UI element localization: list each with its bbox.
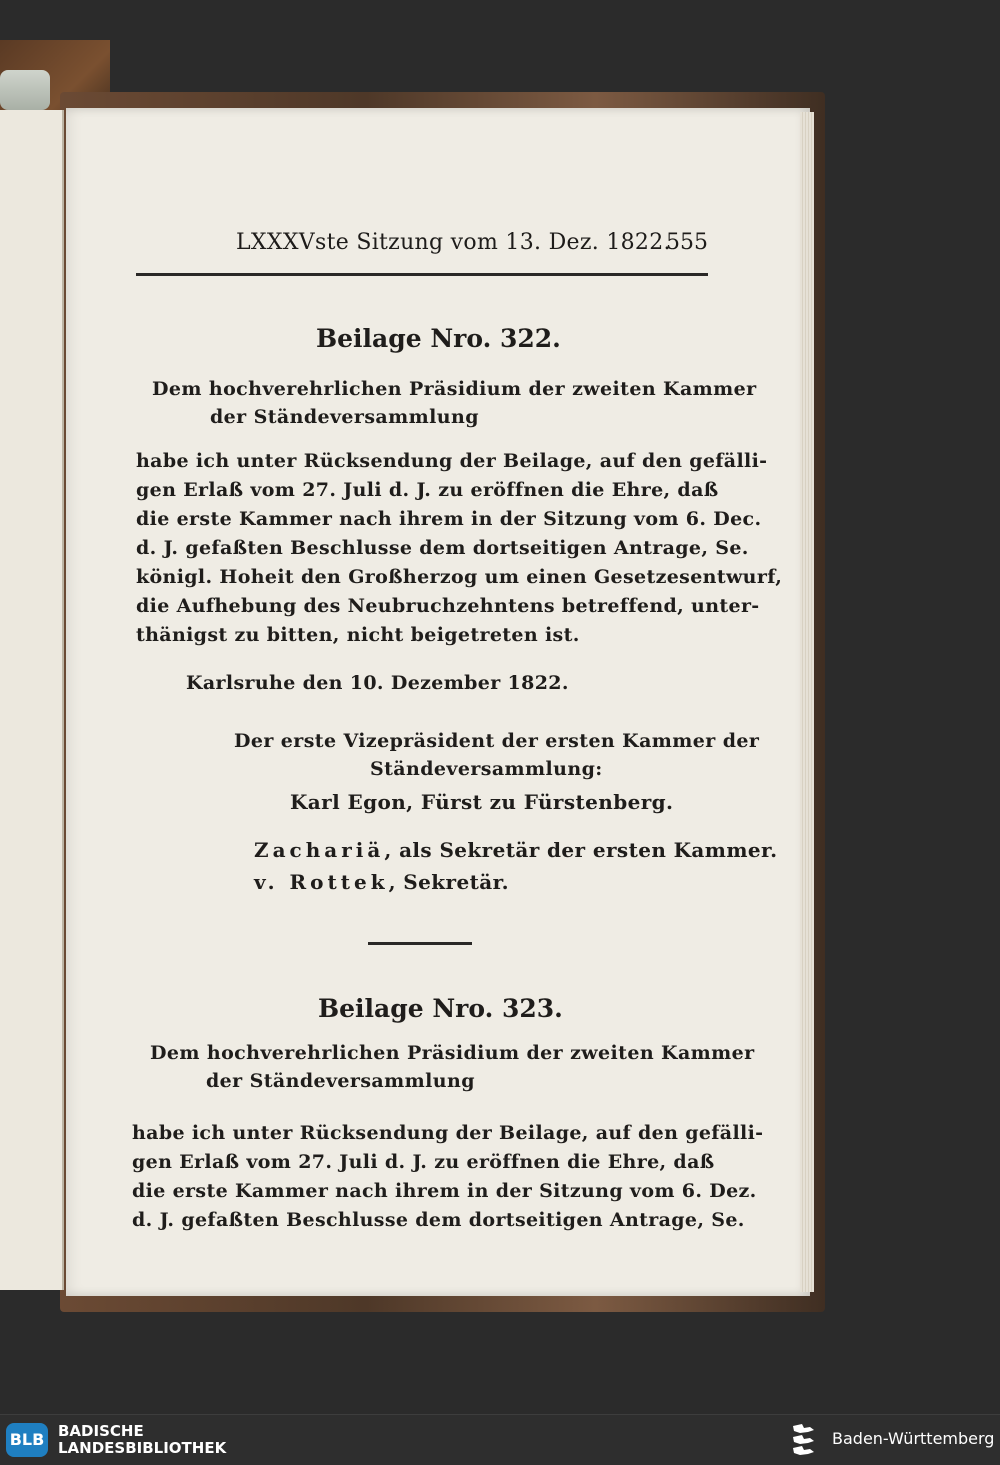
signature-fuerstenberg: Karl Egon, Fürst zu Fürstenberg. (290, 790, 674, 814)
book-page (66, 108, 810, 1296)
signatory-title: Ständeversammlung: (370, 758, 603, 780)
signature-zacharia-role: , als Sekretär der ersten Kammer. (384, 838, 778, 862)
section-heading: Beilage Nro. 322. (316, 324, 561, 353)
body-line: gen Erlaß vom 27. Juli d. J. zu eröffnen die Ehre, daß (132, 1151, 715, 1173)
body-line: die erste Kammer nach ihrem in der Sitzung vom 6. Dez. (132, 1180, 757, 1202)
body-line: d. J. gefaßten Beschlusse dem dortseitigen Antrage, Se. (136, 537, 749, 559)
body-line: habe ich unter Rücksendung der Beilage, auf den gefälli- (136, 450, 768, 472)
library-name-line2: LANDESBIBLIOTHEK (58, 1439, 227, 1457)
left-page-edge (0, 110, 64, 1290)
signatory-title: Der erste Vizepräsident der ersten Kammer der (234, 730, 760, 752)
body-line: d. J. gefaßten Beschlusse dem dortseitigen Antrage, Se. (132, 1209, 745, 1231)
address-line: Dem hochverehrlichen Präsidium der zweiten Kammer (150, 1042, 755, 1064)
body-line: die erste Kammer nach ihrem in der Sitzung vom 6. Dec. (136, 508, 762, 530)
body-line: königl. Hoheit den Großherzog um einen Gesetzesentwurf, (136, 566, 783, 588)
footer-bar (0, 1414, 1000, 1465)
place-date: Karlsruhe den 10. Dezember 1822. (186, 672, 569, 694)
book-clasp (0, 70, 50, 110)
signature-rottek-role: , Sekretär. (388, 870, 510, 894)
signature-zacharia-name: Zachariä (254, 838, 385, 862)
header-rule (136, 273, 708, 276)
address-line: der Ständeversammlung (206, 1070, 475, 1092)
body-line: thänigst zu bitten, nicht beigetreten ist. (136, 624, 580, 646)
page-number: 555 (666, 230, 708, 255)
body-line: die Aufhebung des Neubruchzehntens betreffend, unter- (136, 595, 760, 617)
address-line: Dem hochverehrlichen Präsidium der zweiten Kammer (152, 378, 757, 400)
library-name-line1: BADISCHE (58, 1422, 144, 1440)
page-stack-edge (800, 112, 814, 1292)
address-line: der Ständeversammlung (210, 406, 479, 428)
body-line: gen Erlaß vom 27. Juli d. J. zu eröffnen die Ehre, daß (136, 479, 719, 501)
baden-wuerttemberg-lions-icon[interactable] (790, 1422, 820, 1458)
signature-rottek-name: v. Rottek (254, 870, 389, 894)
signature-zacharia (254, 838, 778, 862)
state-name[interactable]: Baden-Württemberg (832, 1429, 995, 1448)
library-name[interactable] (58, 1423, 226, 1457)
section-divider (368, 942, 472, 945)
running-header (236, 230, 708, 260)
blb-logo[interactable]: BLB (6, 1423, 48, 1457)
signature-rottek (254, 870, 509, 894)
section-heading: Beilage Nro. 323. (318, 994, 563, 1023)
body-line: habe ich unter Rücksendung der Beilage, auf den gefälli- (132, 1122, 764, 1144)
running-title: LXXXVste Sitzung vom 13. Dez. 1822. (236, 230, 671, 255)
